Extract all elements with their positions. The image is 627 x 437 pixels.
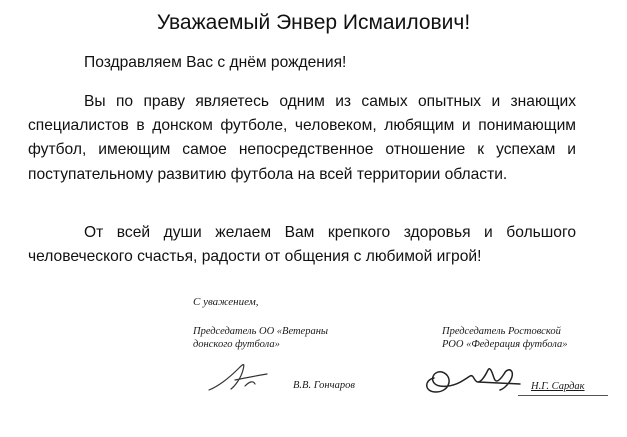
left-signatory-title [193, 325, 328, 351]
left-signatory-name: В.В. Гончаров [293, 380, 355, 391]
right-signature-underline [518, 395, 608, 396]
closing-regards: С уважением, [193, 296, 259, 308]
right-title-line1: Председатель Ростовской [442, 326, 561, 337]
letter-wish-paragraph: От всей души желаем Вам крепкого здоровья и большого человеческого счастья, радости от общения с любимой игрой! [28, 224, 576, 266]
right-signatory-name [531, 380, 585, 393]
right-signatory-title [442, 325, 567, 351]
right-handwritten-signature [420, 358, 530, 400]
right-title-line2: РОО «Федерация футбола» [442, 339, 568, 350]
congratulations-line: Поздравляем Вас с днём рождения! [84, 54, 347, 71]
left-title-line2: донского футбола» [193, 339, 280, 350]
left-title-line1: Председатель ОО «Ветераны [193, 326, 329, 337]
left-handwritten-signature [205, 356, 275, 396]
letter-body-paragraph: Вы по праву являетесь одним из самых опытных и знающих специалистов в донском футболе, человеком, любящим и понимающим футбол, имеющим самое непосредственное отношение к успехам и поступательному развитию футбола на всей территории области. [28, 93, 576, 183]
letter-greeting: Уважаемый Энвер Исмаилович! [156, 11, 471, 34]
right-name-text: Н.Г. Сардак [531, 381, 585, 392]
